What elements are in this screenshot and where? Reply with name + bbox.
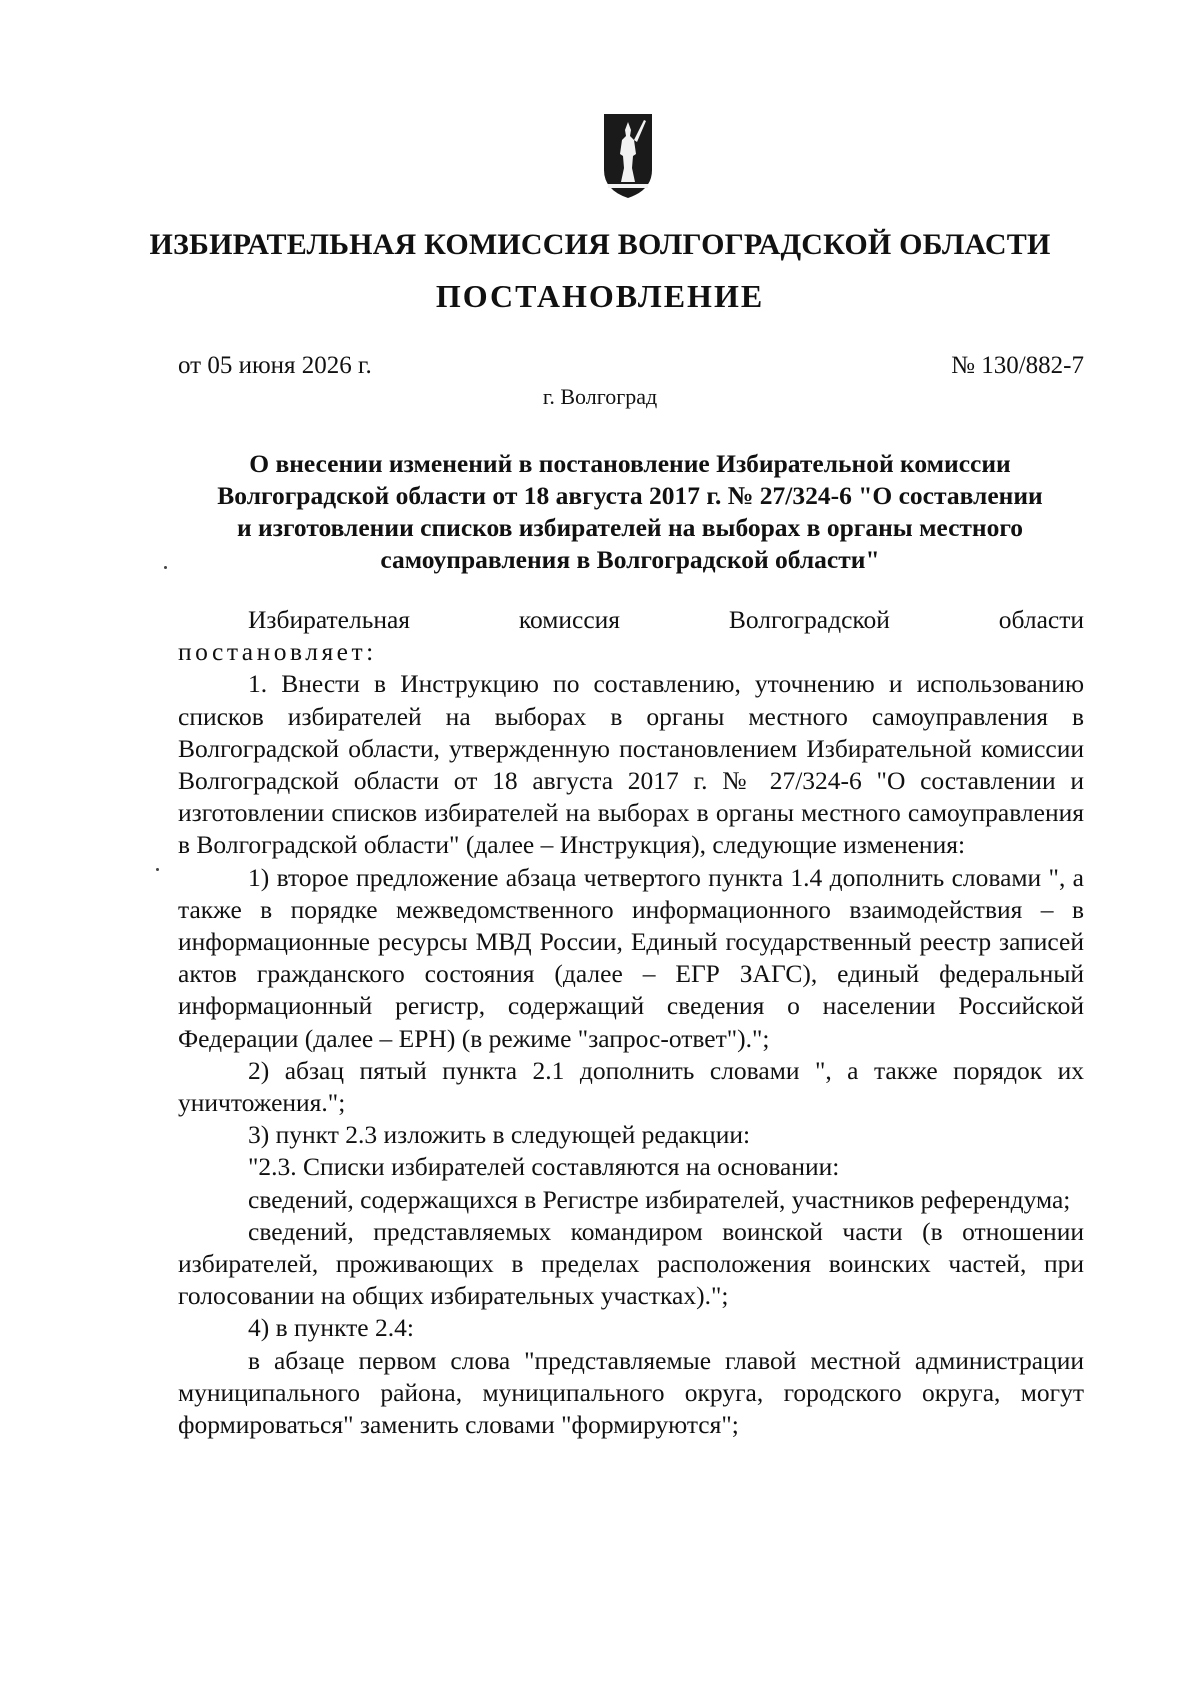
document-number: № 130/882-7: [951, 352, 1084, 379]
title-line: О внесении изменений в постановление Избирательной комиссии: [249, 449, 1011, 478]
scan-speck: [156, 868, 159, 871]
paragraph-3: 2) абзац пятый пункта 2.1 дополнить словами ", а также порядок их уничтожения.";: [178, 1055, 1084, 1118]
title-line: самоуправления в Волгоградской области": [380, 545, 880, 574]
paragraph-4: 3) пункт 2.3 изложить в следующей редакции:: [248, 1120, 751, 1150]
scan-speck: [164, 566, 167, 569]
document-date: от 05 июня 2026 г.: [178, 352, 372, 379]
title-line: Волгоградской области от 18 августа 2017 г. № 27/324-6 "О составлении: [217, 481, 1043, 510]
document-city: г. Волгоград: [542, 384, 658, 409]
paragraph-8: 4) в пункте 2.4:: [248, 1313, 414, 1343]
document-type: ПОСТАНОВЛЕНИЕ: [435, 278, 765, 314]
volgograd-emblem-icon: [600, 110, 656, 202]
title-line: и изготовлении списков избирателей на выборах в органы местного: [236, 513, 1024, 542]
document-body: [178, 604, 1084, 1441]
document-title: [170, 448, 1090, 576]
paragraph-9: в абзаце первом слова "представляемые главой местной администрации муниципального района, муниципального округа, городского округа, могут формироваться" заменить словами "формируются";: [178, 1345, 1084, 1440]
paragraph-1: 1. Внести в Инструкцию по составлению, уточнению и использованию списков избирателей на выборах в органы местного самоуправления в Волгоградской области, утвержденную постановлением Избирательной комиссии Волгоградской области от 18 августа 2017 г. № 27/324-6 "О составлении и изготовлении списков избирателей на выборах в органы местного самоуправления в Волгоградской области" (далее – Инструкция), следующие изменения:: [178, 669, 1084, 860]
paragraph-2: 1) второе предложение абзаца четвертого пункта 1.4 дополнить словами ", а также в порядке межведомственного информационного взаимодействия – в информационные ресурсы МВД России, Единый государственный реестр записей актов гражданского состояния (далее – ЕГР ЗАГС), единый федеральный информационный регистр, содержащий сведения о населении Российской Федерации (далее – ЕРН) (в режиме "запрос-ответ").";: [178, 862, 1084, 1053]
paragraph-6: сведений, содержащихся в Регистре избирателей, участников референдума;: [248, 1184, 1071, 1214]
intro-paragraph: Избирательная комиссия Волгоградской области: [248, 605, 1084, 634]
decides-line: постановляет:: [178, 637, 377, 667]
paragraph-5: "2.3. Списки избирателей составляются на основании:: [248, 1152, 840, 1182]
paragraph-7: сведений, представляемых командиром воинской части (в отношении избирателей, проживающих в пределах расположения воинских частей, при голосовании на общих избирательных участках).";: [178, 1216, 1084, 1311]
commission-name: ИЗБИРАТЕЛЬНАЯ КОМИССИЯ ВОЛГОГРАДСКОЙ ОБЛАСТИ: [149, 228, 1051, 261]
